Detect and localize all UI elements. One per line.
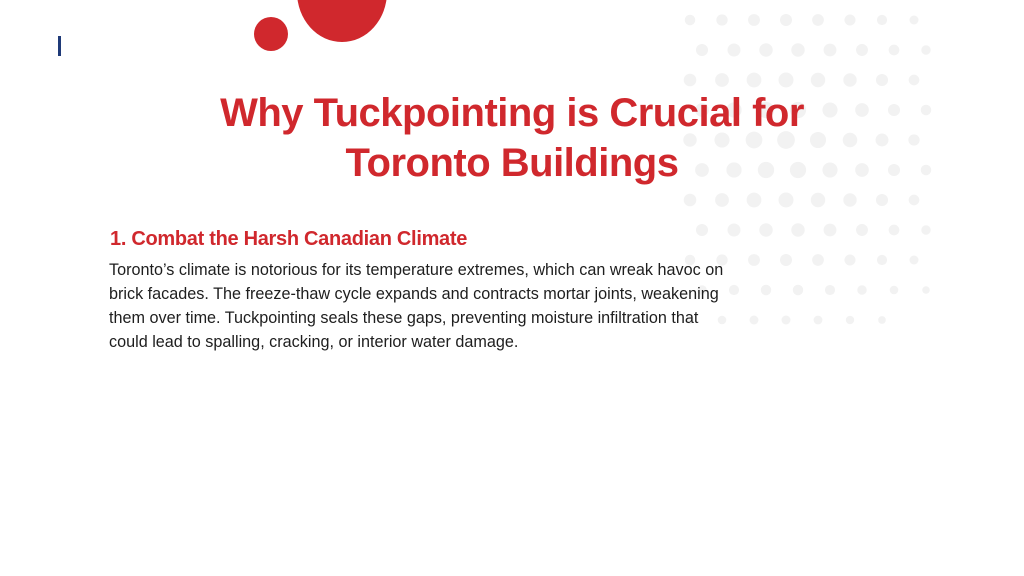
body-line-4: could lead to spalling, cracking, or interior water damage. <box>109 333 519 351</box>
body-line-2: brick facades. The freeze-thaw cycle expands and contracts mortar joints, weakening <box>109 285 719 303</box>
title-line-1: Why Tuckpointing is Crucial for <box>220 91 804 135</box>
section-heading: 1. Combat the Harsh Canadian Climate <box>110 228 468 250</box>
body-line-3: them over time. Tuckpointing seals these gaps, preventing moisture infiltration that <box>109 309 699 327</box>
body-line-1: Toronto’s climate is notorious for its temperature extremes, which can wreak havoc on <box>109 261 724 279</box>
title-line-2: Toronto Buildings <box>345 141 679 185</box>
